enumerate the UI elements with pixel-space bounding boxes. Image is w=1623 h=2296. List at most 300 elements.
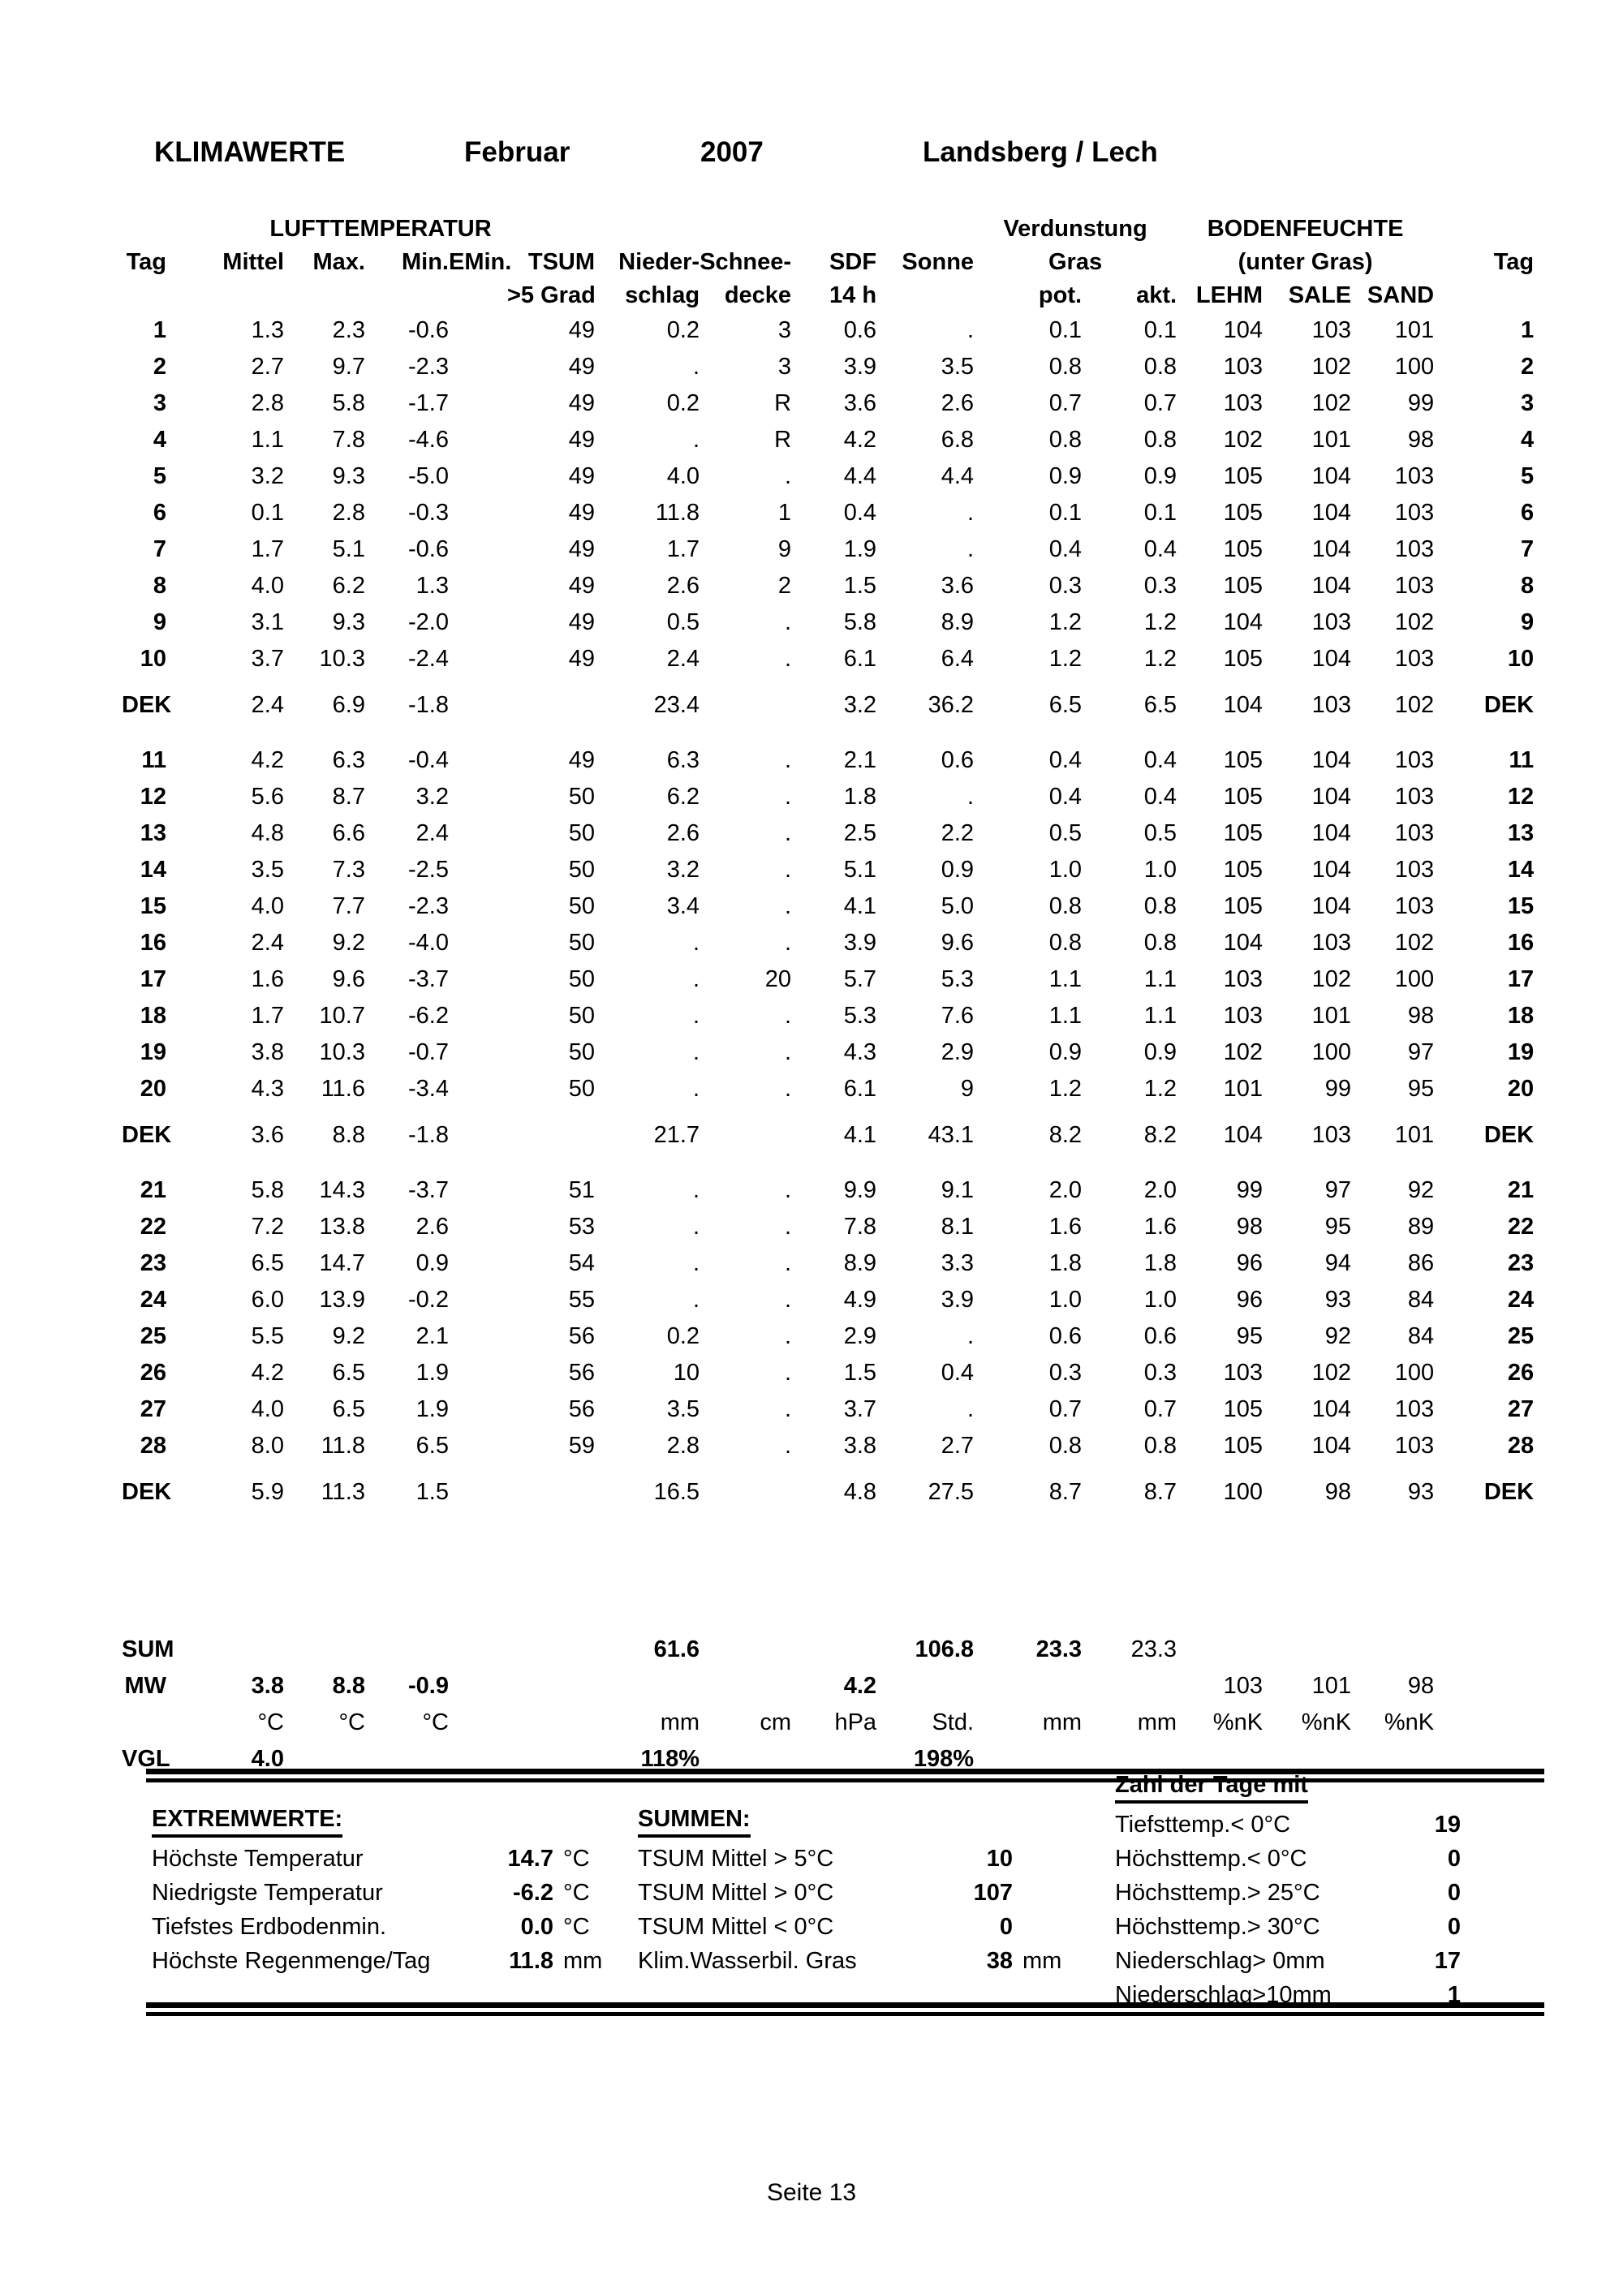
table-cell: 18: [140, 1003, 166, 1029]
table-cell: [449, 1632, 507, 1668]
table-cell: 50: [568, 966, 596, 992]
table-cell: 104: [1311, 893, 1352, 919]
footer-label: Höchsttemp.> 25°C: [1115, 1880, 1320, 1906]
table-cell: 14.7: [319, 1250, 365, 1276]
table-cell: 49: [568, 536, 596, 562]
table-cell: 9.9: [843, 1177, 877, 1203]
table-row-day: [122, 312, 1534, 349]
table-cell: .: [784, 1177, 792, 1203]
sub-header-tsum-grad: >5 Grad: [507, 282, 596, 308]
table-cell: 1.1: [251, 427, 284, 453]
table-cell: 10.3: [319, 646, 365, 672]
table-cell: 3.2: [843, 692, 877, 718]
footer-row: [638, 1944, 1090, 1978]
table-cell: 4.0: [251, 893, 284, 919]
table-cell: 3.8: [251, 1673, 284, 1699]
table-cell: 7.6: [941, 1003, 975, 1029]
table-cell: 105: [1223, 573, 1264, 599]
table-cell: 105: [1223, 463, 1264, 489]
table-cell: [876, 1668, 974, 1705]
table-cell: mm: [1042, 1709, 1083, 1735]
table-cell: 5: [1520, 463, 1535, 489]
table-cell: 2.7: [941, 1433, 975, 1459]
table-cell: 13: [140, 820, 166, 846]
summen-title: [638, 1806, 751, 1838]
zahl-der-tage-title-text: Zahl der Tage mit: [1115, 1772, 1308, 1804]
spacer-cell: [122, 1107, 1534, 1117]
table-cell: 6.0: [251, 1287, 284, 1313]
table-cell: 105: [1223, 893, 1264, 919]
table-cell: [449, 1117, 507, 1154]
table-cell: 102: [1394, 692, 1435, 718]
footer-row: [152, 1842, 631, 1876]
table-cell: [449, 458, 507, 495]
table-cell: [507, 1668, 595, 1705]
footer-label: TSUM Mittel < 0°C: [638, 1914, 834, 1940]
table-cell: -2.3: [408, 893, 449, 919]
table-cell: [700, 1117, 791, 1154]
table-cell: 3.6: [843, 390, 877, 416]
table-cell: .: [692, 966, 700, 992]
table-cell: 6.6: [332, 820, 365, 846]
table-cell: 100: [1394, 1360, 1435, 1386]
summen-rows: [638, 1842, 1090, 1978]
col-header-niederschlag: Nieder-: [618, 249, 700, 275]
table-spacer-row: [122, 677, 1534, 687]
table-cell: 3: [1520, 390, 1535, 416]
table-cell: 8.9: [941, 609, 975, 635]
table-cell: 7.7: [332, 893, 365, 919]
table-cell: 9: [153, 609, 166, 635]
table-row-day: [122, 568, 1534, 604]
table-cell: 1.9: [415, 1360, 449, 1386]
table-cell: 0.3: [1143, 1360, 1177, 1386]
table-cell: VGL: [122, 1746, 170, 1772]
table-cell: 49: [568, 390, 596, 416]
table-cell: .: [692, 1039, 700, 1065]
table-cell: 36.2: [928, 692, 975, 718]
table-cell: [449, 1209, 507, 1245]
table-cell: 5: [153, 463, 166, 489]
table-cell: 2.7: [251, 354, 284, 380]
table-cell: .: [692, 1214, 700, 1240]
table-cell: 1.8: [1143, 1250, 1177, 1276]
group-header-bodenfeuchte: BODENFEUCHTE: [1207, 216, 1404, 242]
footer-row: [638, 1842, 1090, 1876]
table-cell: 103: [1394, 1396, 1435, 1422]
table-cell: 2.3: [332, 317, 365, 343]
spacer-cell: [1434, 279, 1534, 312]
table-cell: 4.2: [843, 427, 877, 453]
footer-unit: [1013, 1876, 1090, 1910]
table-cell: 105: [1223, 857, 1264, 883]
table-cell: [449, 1282, 507, 1318]
table-cell: 20: [1507, 1076, 1535, 1102]
footer-value: 17: [1434, 1948, 1461, 1974]
table-cell: -0.9: [408, 1673, 449, 1699]
footer-value: 0: [1447, 1846, 1461, 1872]
table-cell: 102: [1394, 930, 1435, 956]
col-header-unter-gras: (unter Gras): [1238, 249, 1373, 275]
table-cell: 1.0: [1143, 857, 1177, 883]
table-cell: 49: [568, 646, 596, 672]
table-cell: 6.1: [843, 1076, 877, 1102]
table-cell: DEK: [122, 1122, 172, 1148]
spacer-cell: [122, 1464, 1534, 1474]
table-cell: 98: [1407, 427, 1435, 453]
table-cell: 2.5: [843, 820, 877, 846]
table-cell: [122, 1705, 166, 1741]
table-cell: 6.8: [941, 427, 975, 453]
table-cell: 26: [1507, 1360, 1535, 1386]
table-cell: 103: [1223, 1360, 1264, 1386]
table-cell: 11: [1509, 747, 1535, 773]
table-cell: 54: [568, 1250, 596, 1276]
table-cell: 10.3: [319, 1039, 365, 1065]
table-cell: [449, 1391, 507, 1428]
table-cell: 102: [1311, 354, 1352, 380]
table-cell: 14.3: [319, 1177, 365, 1203]
table-cell: 6.5: [332, 1396, 365, 1422]
table-cell: [1351, 1632, 1434, 1668]
footer-unit: °C: [563, 1846, 590, 1872]
table-cell: 0.4: [1143, 747, 1177, 773]
table-cell: 98: [1407, 1673, 1435, 1699]
table-cell: 8: [153, 573, 166, 599]
table-cell: [449, 349, 507, 385]
table-cell: 105: [1223, 646, 1264, 672]
table-cell: .: [692, 354, 700, 380]
table-row-day: [122, 495, 1534, 531]
table-cell: -0.6: [408, 536, 449, 562]
table-cell: 8.0: [251, 1433, 284, 1459]
table-cell: 8.2: [1048, 1122, 1083, 1148]
table-cell: 9: [960, 1076, 975, 1102]
table-cell: 22: [140, 1214, 166, 1240]
table-cell: 100: [1394, 966, 1435, 992]
spacer-cell: [122, 279, 507, 312]
table-cell: .: [784, 646, 792, 672]
climate-table: [122, 213, 1534, 1778]
table-cell: 0.8: [1048, 893, 1083, 919]
table-cell: [449, 888, 507, 925]
col-header-schneedecke: Schnee-: [700, 249, 792, 275]
table-cell: 2.9: [843, 1323, 877, 1349]
table-cell: 0.9: [415, 1250, 449, 1276]
table-cell: 12: [140, 784, 166, 810]
footer-value: 1: [1447, 1982, 1461, 2008]
table-cell: 9.2: [332, 1323, 365, 1349]
table-cell: -0.7: [408, 1039, 449, 1065]
table-cell: 2.4: [415, 820, 449, 846]
table-cell: mm: [660, 1709, 700, 1735]
table-row-day: [122, 1282, 1534, 1318]
col-header-max: Max.: [312, 249, 365, 275]
table-cell: 3.6: [251, 1122, 284, 1148]
table-cell: -1.7: [408, 390, 449, 416]
table-cell: 103: [1223, 966, 1264, 992]
table-cell: 84: [1407, 1287, 1435, 1313]
table-cell: 2.0: [1143, 1177, 1177, 1203]
table-cell: 7.8: [843, 1214, 877, 1240]
table-cell: 102: [1223, 427, 1264, 453]
table-cell: 3.8: [251, 1039, 284, 1065]
table-cell: 4.1: [843, 893, 877, 919]
table-cell: 16: [140, 930, 166, 956]
table-cell: -0.6: [408, 317, 449, 343]
footer-label: Niederschlag> 0mm: [1115, 1948, 1325, 1974]
table-row-day: [122, 852, 1534, 888]
table-cell: .: [784, 609, 792, 635]
table-cell: [449, 852, 507, 888]
table-cell: 106.8: [915, 1636, 975, 1662]
table-cell: 103: [1311, 609, 1352, 635]
table-cell: 1: [153, 317, 166, 343]
table-cell: [449, 1071, 507, 1107]
table-cell: 1.2: [1143, 646, 1177, 672]
table-cell: 2.6: [941, 390, 975, 416]
table-cell: 1.8: [1048, 1250, 1083, 1276]
footer-label: Höchste Regenmenge/Tag: [152, 1948, 431, 1974]
table-cell: MW: [124, 1673, 166, 1699]
table-cell: 6.5: [251, 1250, 284, 1276]
spacer-cell: [595, 213, 974, 246]
table-cell: 1.2: [1143, 1076, 1177, 1102]
table-row-day: [122, 458, 1534, 495]
table-row-day: [122, 888, 1534, 925]
table-cell: 1.9: [843, 536, 877, 562]
table-cell: 15: [140, 893, 166, 919]
table-cell: [449, 531, 507, 568]
table-cell: 100: [1311, 1039, 1352, 1065]
table-cell: .: [966, 536, 975, 562]
table-cell: .: [784, 1323, 792, 1349]
table-cell: 6.2: [332, 573, 365, 599]
table-row-day: [122, 998, 1534, 1034]
page-number: Seite 13: [766, 2179, 857, 2206]
table-cell: -4.6: [408, 427, 449, 453]
table-row-day: [122, 1172, 1534, 1209]
table-cell: 2.8: [666, 1433, 700, 1459]
table-cell: 0.5: [1143, 820, 1177, 846]
table-row-units: [122, 1705, 1534, 1741]
spacer-cell: [1434, 213, 1534, 246]
table-cell: .: [784, 1396, 792, 1422]
footer-label: Niedrigste Temperatur: [152, 1880, 383, 1906]
table-cell: 7.2: [251, 1214, 284, 1240]
table-cell: 49: [568, 427, 596, 453]
table-spacer-row: [122, 1511, 1534, 1529]
group-header-verdunstung: Verdunstung: [1003, 216, 1147, 242]
table-cell: 103: [1223, 1673, 1264, 1699]
table-cell: .: [784, 820, 792, 846]
footer-row: [1115, 1910, 1461, 1944]
footer-value: -6.2: [513, 1880, 553, 1906]
table-row-dek: [122, 1474, 1534, 1511]
table-cell: 2.1: [415, 1323, 449, 1349]
table-cell: 25: [1507, 1323, 1535, 1349]
table-cell: [1434, 1632, 1534, 1668]
table-cell: 6.5: [1143, 692, 1177, 718]
table-cell: 2: [777, 573, 792, 599]
table-cell: 95: [1407, 1076, 1435, 1102]
table-cell: 49: [568, 500, 596, 526]
footer-value: 19: [1434, 1812, 1461, 1838]
table-cell: .: [966, 784, 975, 810]
table-cell: 17: [140, 966, 166, 992]
table-cell: 4.3: [843, 1039, 877, 1065]
footer-unit: mm: [563, 1948, 603, 1974]
table-cell: .: [784, 1250, 792, 1276]
table-cell: 89: [1407, 1214, 1435, 1240]
table-row-day: [122, 641, 1534, 677]
table-cell: 103: [1394, 573, 1435, 599]
sub-header-schlag: schlag: [625, 282, 700, 308]
spacer-cell: [122, 724, 1534, 742]
col-header-tag: Tag: [126, 249, 166, 275]
table-cell: -3.7: [408, 966, 449, 992]
table-cell: 3.8: [843, 1433, 877, 1459]
table-cell: 0.4: [1143, 536, 1177, 562]
table-cell: [449, 815, 507, 852]
table-cell: 105: [1223, 1433, 1264, 1459]
footer-row: [152, 1876, 631, 1910]
table-cell: 17: [1507, 966, 1535, 992]
table-cell: .: [784, 857, 792, 883]
table-cell: 2.6: [666, 573, 700, 599]
table-cell: 3.6: [941, 573, 975, 599]
table-cell: [449, 1428, 507, 1464]
table-cell: 0.8: [1143, 930, 1177, 956]
table-cell: 92: [1324, 1323, 1352, 1349]
table-cell: 9.3: [332, 609, 365, 635]
footer-row: [152, 1910, 631, 1944]
table-cell: 4.2: [843, 1673, 877, 1699]
table-cell: 102: [1311, 966, 1352, 992]
table-cell: DEK: [1483, 1122, 1535, 1148]
table-cell: 5.8: [843, 609, 877, 635]
table-cell: 0.7: [1143, 390, 1177, 416]
table-cell: 103: [1394, 784, 1435, 810]
group-header-lufttemperatur: LUFTTEMPERATUR: [269, 216, 492, 242]
footer-row: [1115, 1842, 1461, 1876]
table-cell: 1.7: [251, 536, 284, 562]
table-cell: [507, 1705, 595, 1741]
table-cell: -2.5: [408, 857, 449, 883]
column-header-row: [122, 246, 1534, 279]
report-month: Februar: [464, 136, 570, 168]
summen-title-text: SUMMEN:: [638, 1806, 751, 1838]
table-cell: 3.5: [666, 1396, 700, 1422]
table-cell: 84: [1407, 1323, 1435, 1349]
footer-unit: °C: [563, 1914, 590, 1940]
table-cell: 104: [1311, 747, 1352, 773]
table-cell: 0.4: [941, 1360, 975, 1386]
table-cell: 0.8: [1143, 354, 1177, 380]
footer-value: 10: [986, 1846, 1013, 1872]
table-cell: 3.4: [666, 893, 700, 919]
table-spacer-row: [122, 1154, 1534, 1172]
table-cell: 105: [1223, 784, 1264, 810]
table-cell: 4.0: [666, 463, 700, 489]
table-cell: 0.4: [843, 500, 877, 526]
table-cell: 4.8: [251, 820, 284, 846]
footer-row: [638, 1876, 1090, 1910]
table-cell: [449, 1034, 507, 1071]
table-cell: 104: [1311, 500, 1352, 526]
report-station: Landsberg / Lech: [923, 136, 1158, 168]
table-cell: 3.9: [843, 354, 877, 380]
table-cell: 0.9: [1143, 463, 1177, 489]
table-cell: 104: [1311, 646, 1352, 672]
table-cell: 0.1: [1048, 317, 1083, 343]
table-cell: -0.4: [408, 747, 449, 773]
table-cell: -3.4: [408, 1076, 449, 1102]
spacer-cell: [122, 1154, 1534, 1172]
table-cell: 25: [140, 1323, 166, 1349]
table-cell: [449, 422, 507, 458]
table-cell: 2.6: [666, 820, 700, 846]
table-cell: %nK: [1212, 1709, 1264, 1735]
footer-label: Niederschlag>10mm: [1115, 1982, 1332, 2008]
table-cell: 6.5: [1048, 692, 1083, 718]
table-cell: 102: [1394, 609, 1435, 635]
table-cell: hPa: [834, 1709, 877, 1735]
report-title: KLIMAWERTE: [154, 136, 346, 168]
table-cell: 2.9: [941, 1039, 975, 1065]
footer-unit: mm: [1022, 1948, 1062, 1974]
table-cell: 55: [568, 1287, 596, 1313]
table-cell: 0.9: [1048, 1039, 1083, 1065]
table-cell: 11.3: [321, 1479, 365, 1505]
table-row-day: [122, 742, 1534, 779]
table-cell: 103: [1311, 1122, 1352, 1148]
table-cell: 21: [1507, 1177, 1535, 1203]
table-row-day: [122, 422, 1534, 458]
footer-row: [1115, 1876, 1461, 1910]
table-cell: 2: [1520, 354, 1535, 380]
table-cell: 11.8: [321, 1433, 365, 1459]
table-cell: 103: [1394, 1433, 1435, 1459]
table-cell: 24: [1507, 1287, 1535, 1313]
table-cell: 24: [140, 1287, 166, 1313]
table-cell: .: [784, 463, 792, 489]
table-cell: 8.2: [1143, 1122, 1177, 1148]
table-cell: [449, 568, 507, 604]
table-cell: 101: [1394, 1122, 1435, 1148]
table-cell: 4: [153, 427, 166, 453]
spacer-cell: [122, 1529, 1534, 1632]
table-cell: R: [774, 390, 792, 416]
table-cell: 0.1: [251, 500, 284, 526]
table-cell: 1.0: [1048, 857, 1083, 883]
table-cell: 5.5: [251, 1323, 284, 1349]
table-cell: 0.2: [666, 390, 700, 416]
table-cell: 4.0: [251, 573, 284, 599]
table-cell: 27.5: [928, 1479, 975, 1505]
table-cell: 8.7: [1143, 1479, 1177, 1505]
table-cell: DEK: [122, 1479, 172, 1505]
table-cell: 28: [140, 1433, 166, 1459]
table-cell: 5.1: [332, 536, 365, 562]
table-cell: 51: [568, 1177, 596, 1203]
table-cell: 50: [568, 784, 596, 810]
col-header-emin: EMin.: [449, 249, 512, 275]
table-cell: 4.3: [251, 1076, 284, 1102]
sub-header-pot: pot.: [1038, 282, 1083, 308]
table-cell: 23: [140, 1250, 166, 1276]
table-row-day: [122, 1245, 1534, 1282]
